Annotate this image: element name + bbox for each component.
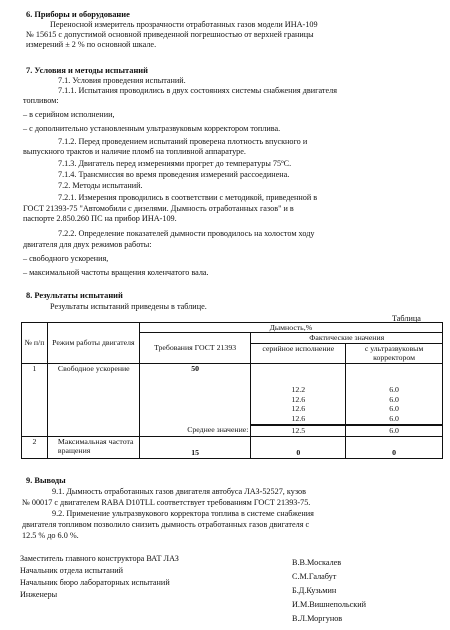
section-9-line: 9.1. Дымность отработанных газов двигателя автобуса ЛАЗ-52527, кузов	[52, 487, 306, 496]
section-7-line: 7.2. Методы испытаний.	[58, 181, 143, 190]
ultrasonic-values: 6.0 6.0 6.0 6.0	[346, 363, 443, 425]
signature-title: Начальник бюро лабораторных испытаний	[20, 578, 170, 587]
section-7-line: 7.1.3. Двигатель перед измерениями прогрет до температуры 75ºС.	[58, 159, 292, 168]
section-7-line: двигателя для двух режимов работы:	[23, 240, 152, 249]
row-num: 2	[22, 436, 48, 458]
signature-title: Начальник отдела испытаний	[20, 566, 124, 575]
header-mode: Режим работы двигателя	[47, 323, 139, 364]
header-smoke: Дымность,%	[139, 323, 442, 333]
section-6-line: Переносной измеритель прозрачности отработанных газов модели ИНА-109	[50, 20, 318, 29]
average-ultrasonic: 6.0	[346, 425, 443, 436]
section-7-line: топливом:	[23, 96, 59, 105]
section-7-heading: 7. Условия и методы испытаний	[26, 66, 148, 75]
header-actual: Фактические значения	[251, 333, 443, 343]
section-7-line: 7.1. Условия проведения испытаний.	[58, 76, 186, 85]
section-7-line: – с дополнительно установленным ультразвуковым корректором топлива.	[23, 124, 281, 133]
row-requirement: 50	[139, 363, 251, 425]
row-mode: Свободное ускорение	[47, 363, 139, 436]
average-serial: 12.5	[251, 425, 346, 436]
section-7-line: – в серийном исполнении,	[23, 110, 115, 119]
section-7-line: 7.2.1. Измерения проводились в соответствии с методикой, приведенной в	[58, 193, 318, 202]
section-9-heading: 9. Выводы	[26, 476, 66, 485]
section-7-line: 7.1.1. Испытания проводились в двух состояниях системы снабжения двигателя	[58, 86, 337, 95]
section-7-line: – свободного ускорения,	[23, 254, 109, 263]
section-9-line: № 00017 с двигателем RABA D10TLL соответствует требованиям ГОСТ 21393-75.	[22, 498, 311, 507]
row-serial: 0	[251, 436, 346, 458]
row-num: 1	[22, 363, 48, 436]
row-ultrasonic: 0	[346, 436, 443, 458]
section-7-line: ГОСТ 21393-75 "Автомобили с дизелями. Дымность отработанных газов" и в	[23, 204, 294, 213]
table-row	[22, 436, 443, 458]
section-7-line: паспорте 2.850.260 ПС на прибор ИНА-109.	[23, 214, 177, 223]
section-7-line: – максимальной частоты вращения коленчатого вала.	[23, 268, 209, 277]
section-7-line: выпускного трактов и наличие пломб на топливной аппаратуре.	[23, 147, 246, 156]
signature-title: Заместитель главного конструктора ВАТ ЛАЗ	[20, 554, 179, 563]
row-requirement: 15	[139, 436, 251, 458]
section-8-heading: 8. Результаты испытаний	[26, 291, 123, 300]
signature-name: И.М.Вишнепольский	[292, 600, 367, 609]
section-7-line: 7.2.2. Определение показателей дымности проводилось на холостом ходу	[58, 229, 315, 238]
signature-name: В.Л.Моргунов	[292, 614, 343, 623]
section-6-line: № 15615 с допустимой основной приведенной погрешностью от верхней границы	[26, 30, 314, 39]
signature-title: Инженеры	[20, 590, 58, 599]
header-requirements: Требования ГОСТ 21393	[139, 333, 251, 363]
section-8-intro: Результаты испытаний приведены в таблице.	[50, 302, 207, 311]
section-7-line: 7.1.2. Перед проведением испытаний проверена плотность впускного и	[58, 137, 308, 146]
table-row	[22, 363, 443, 425]
section-9-line: 12.5 % до 6.0 %.	[22, 531, 79, 540]
signature-name: В.В.Москалев	[292, 558, 342, 567]
results-table	[21, 322, 443, 459]
row-mode: Максимальная частота вращения	[47, 436, 139, 458]
serial-values: 12.2 12.6 12.6 12.6	[251, 363, 346, 425]
signature-name: Б.Д.Кузьмин	[292, 586, 337, 595]
signature-name: С.М.Галабут	[292, 572, 337, 581]
section-9-line: двигателя топливом позволило снизить дымность отработанных газов двигателя с	[22, 520, 310, 529]
table-caption: Таблица	[392, 314, 421, 323]
header-ultrasonic: с ультразвуковым корректором	[346, 343, 443, 363]
section-6-heading: 6. Приборы и оборудование	[26, 10, 130, 19]
section-6-line: измерений ± 2 % по основной шкале.	[26, 40, 157, 49]
header-serial: серийное исполнение	[251, 343, 346, 363]
header-num: № п/п	[22, 323, 48, 364]
section-7-line: 7.1.4. Трансмиссия во время проведения измерений рассоединена.	[58, 170, 290, 179]
average-label: Среднее значение:	[139, 425, 251, 436]
section-9-line: 9.2. Применение ультразвукового корректора топлива в системе снабжения	[52, 509, 314, 518]
